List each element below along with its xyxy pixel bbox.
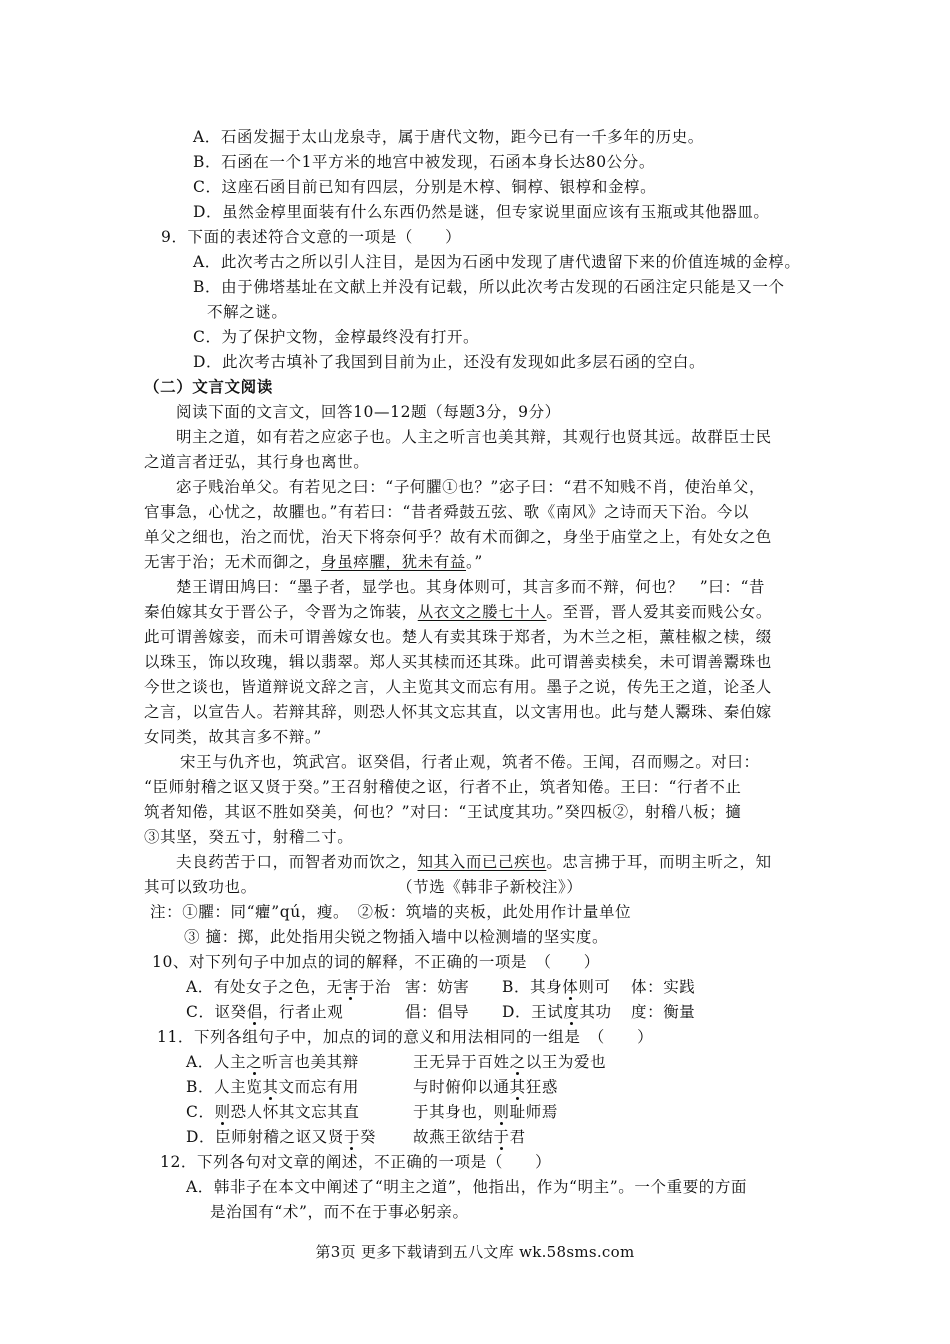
q10-gloss-a: 害：妨害 [405, 978, 470, 996]
passage-line: 无害于治；无术而御之，身虽瘁臞，犹未有益。” [144, 553, 483, 571]
dotted-word: 于 [343, 1128, 361, 1146]
dotted-word: 体 [562, 978, 579, 996]
q8-option-c: C．这座石函目前已知有四层，分别是木椁、铜椁、银椁和金椁。 [193, 178, 657, 196]
q10-option-c: C．讴癸倡，行者止观 [186, 1003, 344, 1021]
passage-line: 筑者知倦，其讴不胜如癸美，何也？”对曰：“王试度其功。”癸四板②，射稽八板；擿 [144, 803, 742, 821]
q9-option-d: D．此次考古填补了我国到目前为止，还没有发现如此多层石函的空白。 [193, 353, 706, 371]
q10-option-b: B．其身体则可 [502, 978, 611, 996]
q11-option-a: A．人主之听言也美其辩 [186, 1053, 359, 1071]
q9-option-b: B．由于佛塔基址在文献上并没有记载，所以此次考古发现的石函注定只能是又一个 [193, 278, 785, 296]
q8-option-a: A．石函发掘于太山龙泉寺，属于唐代文物，距今已有一千多年的历史。 [193, 128, 704, 146]
passage-line: 今世之谈也，皆道辩说文辞之言，人主览其文而忘有用。墨子之说，传先王之道，论圣人 [144, 678, 772, 696]
annotation-note: 注：①臞：同“癯”qú，瘦。 ②板：筑墙的夹板，此处用作计量单位 [150, 903, 632, 921]
section-heading: （二）文言文阅读 [144, 377, 273, 396]
q10-gloss-d: 度：衡量 [631, 1003, 696, 1021]
q9-option-a: A．此次考古之所以引人注目，是因为石函中发现了唐代遗留下来的价值连城的金椁。 [193, 253, 801, 271]
dotted-word: 之 [509, 1053, 526, 1071]
q9-option-b-cont: 不解之谜。 [207, 303, 288, 321]
q11-option-d: D．臣师射稽之讴又贤于癸 [186, 1128, 377, 1146]
q11-option-b: B．人主览其文而忘有用 [186, 1078, 360, 1096]
q10-option-d: D．王试度其功 [502, 1003, 612, 1021]
q11-option-c: C．则恐人怀其文忘其直 [186, 1103, 360, 1121]
q10-stem: 10、对下列句子中加点的词的解释，不正确的一项是 （ ） [152, 953, 600, 971]
passage-line: 官事急，心忧之，故臞也。”有若曰：“昔者舜鼓五弦、歌《南风》之诗而天下治。今以 [144, 503, 750, 521]
dotted-word: 则 [493, 1103, 510, 1121]
annotation-note: ③ 擿：掷，此处指用尖锐之物插入墙中以检测墙的坚实度。 [184, 928, 609, 946]
underlined-phrase: 身虽瘁臞，犹未有益 [321, 553, 467, 571]
passage-line: 女同类，故其言多不辩。” [144, 728, 322, 746]
passage-line: ③其坚，癸五寸，射稽二寸。 [144, 828, 354, 846]
q9-option-c: C．为了保护文物，金椁最终没有打开。 [193, 328, 480, 346]
dotted-word: 于 [493, 1128, 510, 1146]
passage-line: 以珠玉，饰以玫瑰，辑以翡翠。郑人买其椟而还其珠。此可谓善卖椟矣，未可谓善鬻珠也 [144, 653, 772, 671]
q9-stem: 9．下面的表述符合文意的一项是（ ） [161, 228, 462, 246]
passage-line: 夫良药苦于口，而智者劝而饮之，知其入而已己疾也。忠言拂于耳，而明主听之，知 [176, 853, 772, 871]
q11-option-b-pair: 与时俯仰以通其狂惑 [413, 1078, 558, 1096]
page-footer: 第3页 更多下载请到五八文库 wk.58sms.com [315, 1243, 635, 1261]
dotted-word: 倡 [246, 1003, 263, 1021]
dotted-word: 之 [246, 1053, 263, 1071]
q8-option-d: D．虽然金椁里面装有什么东西仍然是谜，但专家说里面应该有玉瓶或其他器皿。 [193, 203, 770, 221]
dotted-word: 其 [262, 1078, 279, 1096]
passage-line: 单父之细也，治之而忧，治天下将奈何乎？故有术而御之，身坐于庙堂之上，有处女之色 [144, 528, 772, 546]
passage-line: 宓子贱治单父。有若见之曰：“子何臞①也？”宓子曰：“君不知贱不肖，使治单父， [176, 478, 766, 496]
passage-line: 明主之道，如有若之应宓子也。人主之听言也美其辩，其观行也贤其远。故群臣士民 [176, 428, 772, 446]
passage-line: 之道言者迂弘，其行身也离世。 [144, 453, 370, 471]
underlined-phrase: 知其入而已己疾也 [417, 853, 547, 871]
q10-option-a: A．有处女子之色，无害于治 [186, 978, 392, 996]
passage-line: 宋王与仇齐也，筑武宫。讴癸倡，行者止观，筑者不倦。王闻，召而赐之。对曰： [180, 753, 760, 771]
q11-option-d-pair: 故燕王欲结于君 [413, 1128, 526, 1146]
q10-gloss-b: 体：实践 [631, 978, 696, 996]
passage-line: 楚王谓田鸠曰：“墨子者，显学也。其身体则可，其言多而不辩，何也？ ”曰：“昔 [176, 578, 766, 596]
q11-option-c-pair: 于其身也，则耻师焉 [413, 1103, 558, 1121]
q12-option-a-cont: 是治国有“术”，而不在于事必躬亲。 [210, 1203, 469, 1221]
reading-instruction: 阅读下面的文言文，回答10—12题（每题3分，9分） [176, 403, 561, 421]
dotted-word: 其 [509, 1078, 526, 1096]
dotted-word: 害 [342, 978, 359, 996]
dotted-word: 度 [563, 1003, 580, 1021]
passage-line: 此可谓善嫁妾，而未可谓善嫁女也。楚人有卖其珠于郑者，为木兰之柜，薰桂椒之椟，缀 [144, 628, 772, 646]
q12-option-a: A．韩非子在本文中阐述了“明主之道”，他指出，作为“明主”。一个重要的方面 [186, 1178, 748, 1196]
passage-line: 秦伯嫁其女于晋公子，令晋为之饰装，从衣文之媵七十人。至晋，晋人爱其妾而贱公女。 [144, 603, 772, 621]
q11-stem: 11．下列各组句子中，加点的词的意义和用法相同的一组是 （ ） [157, 1028, 654, 1046]
q11-option-a-pair: 王无异于百姓之以王为爱也 [413, 1053, 607, 1071]
underlined-phrase: 从衣文之媵七十人 [417, 603, 547, 621]
dotted-word: 则 [214, 1103, 231, 1121]
passage-line: 其可以致功也。 [144, 878, 257, 896]
q8-option-b: B．石函在一个1平方米的地宫中被发现，石函本身长达80公分。 [193, 153, 655, 171]
passage-line: 之言，以宣告人。若辩其辞，则恐人怀其文忘其直，以文害用也。此与楚人鬻珠、秦伯嫁 [144, 703, 772, 721]
q12-stem: 12．下列各句对文章的阐述，不正确的一项是（ ） [160, 1153, 552, 1171]
q10-gloss-c: 倡：倡导 [405, 1003, 470, 1021]
passage-line: “臣师射稽之讴又贤于癸。”王召射稽使之讴，行者不止，筑者知倦。王曰：“行者不止 [144, 778, 742, 796]
passage-source: （节选《韩非子新校注》） [397, 878, 583, 896]
